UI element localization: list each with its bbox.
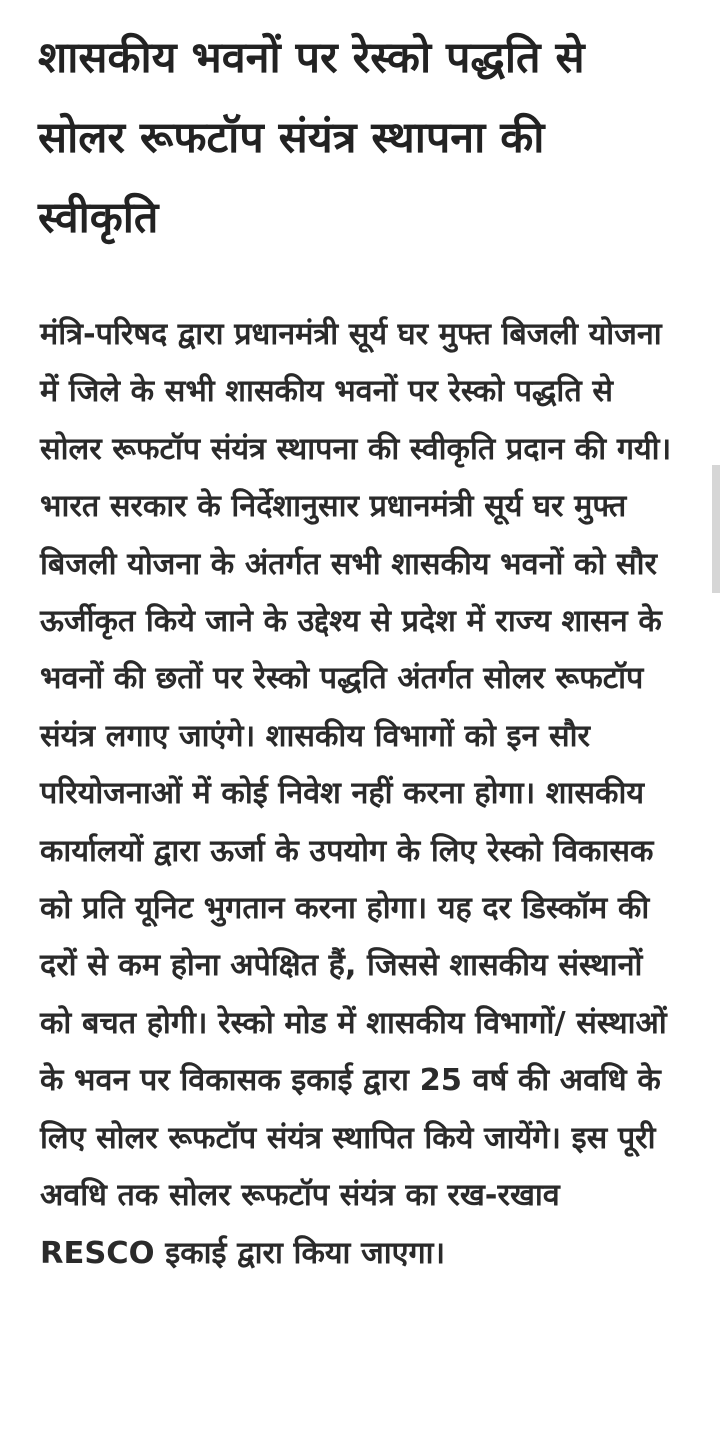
article-body: मंत्रि-परिषद द्वारा प्रधानमंत्री सूर्य घर मुफ्त बिजली योजना में जिले के सभी शासकीय भवनों पर रेस्को पद्धति से सोलर रूफटॉप संयंत्र स्थापना की स्वीकृति प्रदान की गयी। भारत सरकार के निर्देशानुसार प्रधानमंत्री सूर्य घर मुफ्त बिजली योजना के अंतर्गत सभी शासकीय भवनों को सौर ऊर्जीकृत किये जाने के उद्देश्य से प्रदेश में राज्य शासन के भवनों की छतों पर रेस्को पद्धति अंतर्गत सोलर रूफटॉप संयंत्र लगाए जाएंगे। शासकीय विभागों को इन सौर परियोजनाओं में कोई निवेश नहीं करना होगा। शासकीय कार्यालयों द्वारा ऊर्जा के उपयोग के लिए रेस्को विकासक को प्रति यूनिट भुगतान करना होगा। यह दर डिस्कॉम की दरों से कम होना अपेक्षित हैं, जिससे शासकीय संस्थानों को बचत होगी। रेस्को मोड में शासकीय विभागों/ संस्थाओं के भवन पर विकासक इकाई द्वारा 25 वर्ष की अवधि के लिए सोलर रूफटॉप संयंत्र स्थापित किये जायेंगे। इस पूरी अवधि तक सोलर रूफटॉप संयंत्र का रख-रखाव RESCO इकाई द्वारा किया जाएगा। — [40, 317, 672, 1271]
news-article — [38, 18, 678, 1282]
article-headline: शासकीय भवनों पर रेस्को पद्धति से सोलर रूफटॉप संयंत्र स्थापना की स्वीकृति — [38, 33, 585, 243]
scrollbar-thumb[interactable] — [712, 465, 720, 593]
